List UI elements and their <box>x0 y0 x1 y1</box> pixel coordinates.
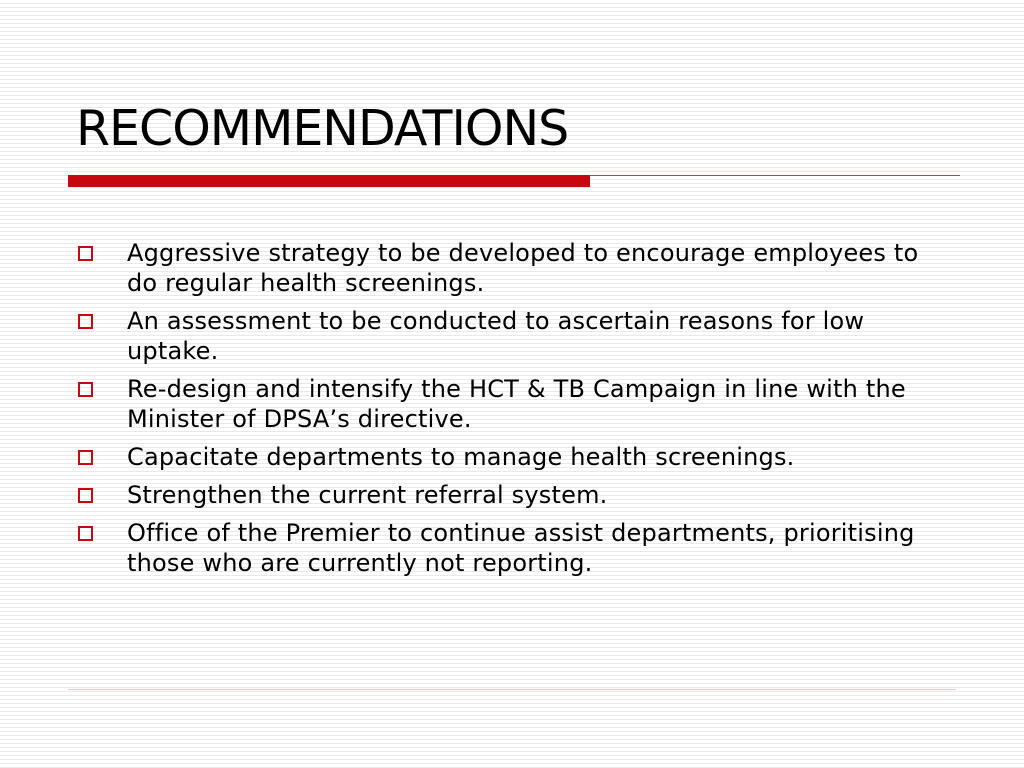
hollow-square-bullet-icon <box>78 382 93 397</box>
title-underline-accent <box>68 175 590 187</box>
list-item <box>76 480 956 510</box>
list-item <box>76 442 956 472</box>
hollow-square-bullet-icon <box>78 314 93 329</box>
bullet-text: Office of the Premier to continue assist departments, prioritising those who are currently not reporting. <box>127 519 915 577</box>
title-underline-thin <box>590 175 960 176</box>
list-item <box>76 306 956 366</box>
list-item <box>76 238 956 298</box>
slide-title: RECOMMENDATIONS <box>76 100 569 157</box>
hollow-square-bullet-icon <box>78 526 93 541</box>
hollow-square-bullet-icon <box>78 450 93 465</box>
bullet-text: Strengthen the current referral system. <box>127 481 608 509</box>
list-item <box>76 518 956 578</box>
recommendations-list <box>76 238 956 586</box>
bullet-text: Capacitate departments to manage health screenings. <box>127 443 795 471</box>
footer-divider <box>68 689 956 690</box>
list-item <box>76 374 956 434</box>
hollow-square-bullet-icon <box>78 488 93 503</box>
hollow-square-bullet-icon <box>78 246 93 261</box>
bullet-text: Re-design and intensify the HCT & TB Campaign in line with the Minister of DPSA’s directive. <box>127 375 906 433</box>
bullet-text: Aggressive strategy to be developed to encourage employees to do regular health screenings. <box>127 239 919 297</box>
bullet-text: An assessment to be conducted to ascertain reasons for low uptake. <box>127 307 865 365</box>
